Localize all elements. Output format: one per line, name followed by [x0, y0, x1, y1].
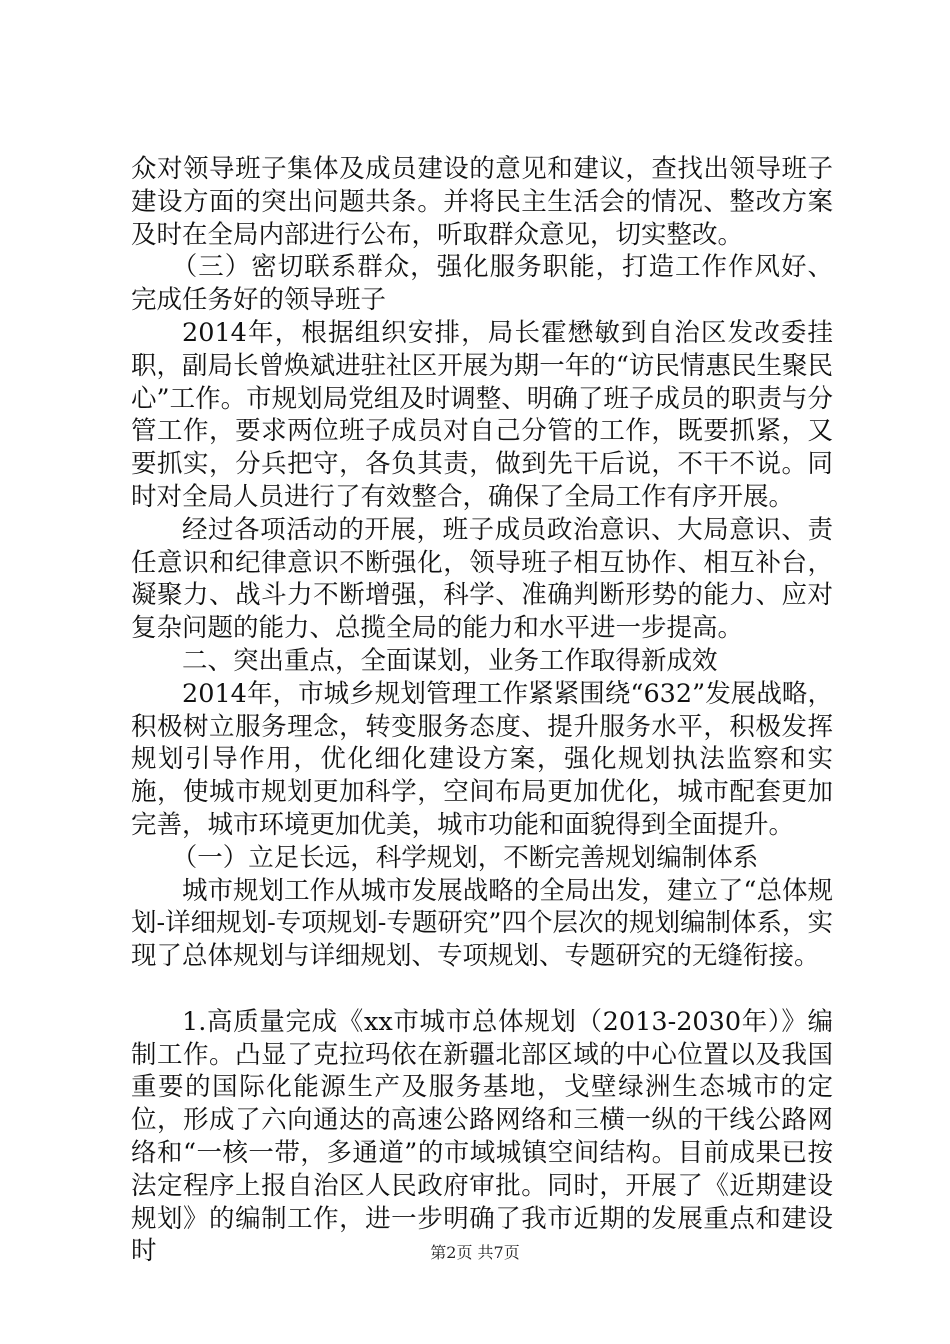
body-text [131, 153, 833, 1268]
paragraph-2014-leadership: 2014年，根据组织安排，局长霍懋敏到自治区发改委挂职，副局长曾焕斌进驻社区开展为期一年的“访民情惠民生聚民心”工作。市规划局党组及时调整、明确了班子成员的职责与分管工作，要求两位班子成员对自己分管的工作，既要抓紧，又要抓实，分兵把守，各负其责，做到先干后说，不干不说。同时对全局人员进行了有效整合，确保了全局工作有序开展。 [131, 317, 833, 512]
paragraph-master-plan: 1.高质量完成《xx市城市总体规划（2013-2030年）》编制工作。凸显了克拉玛依在新疆北部区域的中心位置以及我国重要的国际化能源生产及服务基地，戈壁绿洲生态城市的定位，形成了六向通达的高速公路网络和三横一纵的干线公路网络和“一核一带，多通道”的市域城镇空间结构。目前成果已按法定程序上报自治区人民政府审批。同时，开展了《近期建设规划》的编制工作，进一步明确了我市近期的发展重点和建设时 [131, 1006, 833, 1267]
page-footer: 第2页 共7页 [430, 1243, 520, 1262]
section-heading-3: （三）密切联系群众，强化服务职能，打造工作作风好、完成任务好的领导班子 [131, 252, 833, 316]
paragraph-planning-system: 城市规划工作从城市发展战略的全局出发，建立了“总体规划-详细规划-专项规划-专题研究”四个层次的规划编制体系，实现了总体规划与详细规划、专项规划、专题研究的无缝衔接。 [131, 875, 833, 972]
section-heading-2: 二、突出重点，全面谋划，业务工作取得新成效 [182, 645, 718, 676]
paragraph-2014-planning: 2014年，市城乡规划管理工作紧紧围绕“632”发展战略，积极树立服务理念，转变服务态度、提升服务水平，积极发挥规划引导作用，优化细化建设方案，强化规划执法监察和实施，使城市规划更加科学，空间布局更加优化，城市配套更加完善，城市环境更加优美，城市功能和面貌得到全面提升。 [131, 678, 833, 840]
paragraph-activities-result: 经过各项活动的开展，班子成员政治意识、大局意识、责任意识和纪律意识不断强化，领导班子相互协作、相互补台，凝聚力、战斗力不断增强，科学、准确判断形势的能力、应对复杂问题的能力、总揽全局的能力和水平进一步提高。 [131, 514, 833, 644]
paragraph-continuation: 众对领导班子集体及成员建设的意见和建议，查找出领导班子建设方面的突出问题共条。并将民主生活会的情况、整改方案及时在全局内部进行公布，听取群众意见，切实整改。 [131, 154, 833, 250]
blank-line [131, 973, 833, 1006]
subsection-heading-1: （一）立足长远，科学规划，不断完善规划编制体系 [171, 842, 759, 873]
